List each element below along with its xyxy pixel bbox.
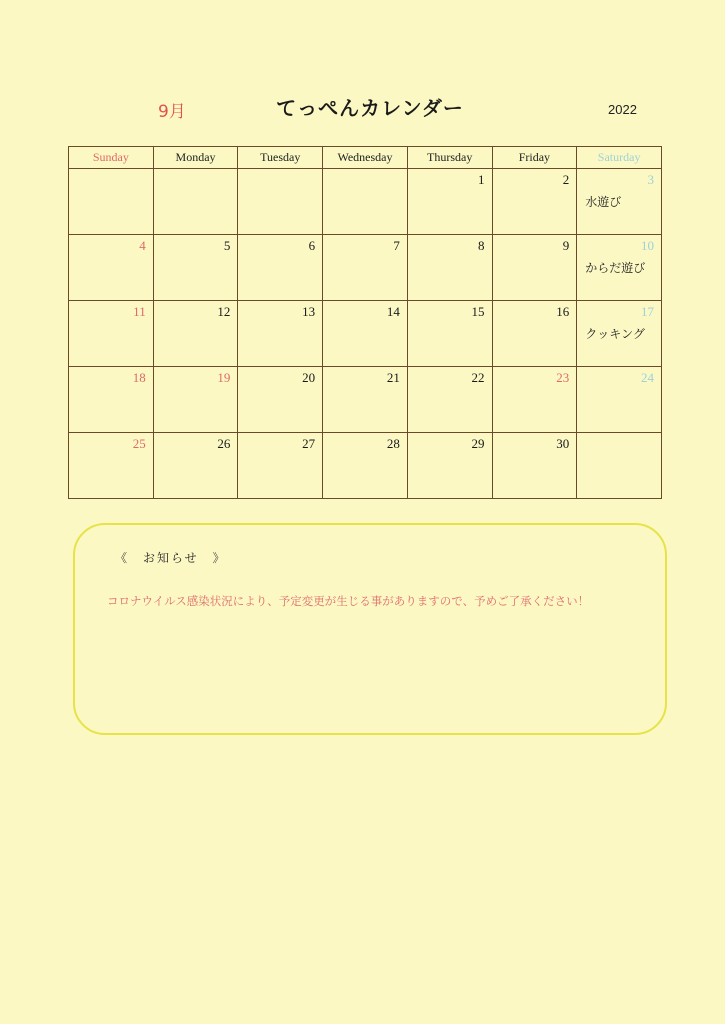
calendar-week-row	[69, 169, 662, 235]
day-number: 10	[641, 238, 654, 253]
calendar-week-row	[69, 433, 662, 499]
calendar-day-cell	[323, 433, 408, 499]
calendar-day-cell	[323, 367, 408, 433]
notice-title: 《 お知らせ 》	[115, 551, 227, 565]
page-title: てっぺんカレンダー	[276, 96, 464, 120]
calendar-day-cell	[407, 235, 492, 301]
weekday-header-saturday: Saturday	[577, 147, 662, 169]
calendar-day-cell	[153, 169, 238, 235]
day-number: 28	[386, 436, 400, 451]
day-number: 14	[386, 304, 400, 319]
day-number: 8	[478, 238, 485, 253]
day-event: クッキング	[585, 327, 645, 341]
day-number: 16	[556, 304, 570, 319]
day-number: 2	[562, 172, 570, 187]
calendar-week-row	[69, 367, 662, 433]
day-number: 13	[302, 304, 316, 319]
calendar-day-cell	[492, 433, 577, 499]
calendar-week-row	[69, 235, 662, 301]
calendar-header	[0, 0, 725, 140]
day-number: 27	[302, 436, 316, 451]
day-number: 15	[471, 304, 485, 319]
calendar-day-cell	[577, 367, 662, 433]
calendar-day-cell	[153, 433, 238, 499]
calendar-day-cell	[238, 433, 323, 499]
calendar-day-cell	[492, 367, 577, 433]
day-number: 3	[647, 172, 654, 187]
weekday-header-friday: Friday	[492, 147, 577, 169]
day-number: 1	[478, 172, 485, 187]
day-number: 7	[393, 238, 400, 253]
calendar-day-cell	[577, 301, 662, 367]
calendar-day-cell	[69, 433, 154, 499]
day-number: 18	[132, 370, 146, 385]
day-number: 30	[556, 436, 570, 451]
day-number: 6	[308, 238, 316, 253]
calendar-day-cell	[407, 169, 492, 235]
day-number: 21	[386, 370, 400, 385]
notice-box	[73, 523, 667, 735]
weekday-header-sunday: Sunday	[69, 147, 154, 169]
weekday-header-monday: Monday	[153, 147, 238, 169]
day-number: 9	[562, 238, 570, 253]
calendar-day-cell	[407, 367, 492, 433]
calendar-grid	[68, 146, 662, 499]
day-number: 5	[223, 238, 231, 253]
day-number: 17	[641, 304, 654, 319]
calendar-day-cell	[323, 235, 408, 301]
calendar-day-cell	[153, 367, 238, 433]
day-number: 23	[556, 370, 570, 385]
calendar-day-cell	[69, 301, 154, 367]
calendar-day-cell	[238, 169, 323, 235]
calendar-day-cell	[407, 301, 492, 367]
calendar-day-cell	[407, 433, 492, 499]
calendar-day-cell	[577, 433, 662, 499]
calendar-day-cell	[577, 169, 662, 235]
calendar-day-cell	[238, 301, 323, 367]
calendar-day-cell	[577, 235, 662, 301]
day-number: 4	[139, 238, 146, 253]
calendar-week-row	[69, 301, 662, 367]
weekday-header-wednesday: Wednesday	[323, 147, 408, 169]
calendar-day-cell	[323, 169, 408, 235]
day-number: 12	[217, 304, 231, 319]
calendar-day-cell	[238, 367, 323, 433]
weekday-header-thursday: Thursday	[407, 147, 492, 169]
day-number: 20	[302, 370, 316, 385]
calendar-day-cell	[492, 235, 577, 301]
weekday-header-row	[69, 147, 662, 169]
day-number: 24	[641, 370, 654, 385]
calendar-day-cell	[153, 301, 238, 367]
calendar-day-cell	[69, 169, 154, 235]
day-number: 22	[471, 370, 485, 385]
calendar-day-cell	[238, 235, 323, 301]
day-number: 11	[133, 304, 146, 319]
day-number: 29	[471, 436, 485, 451]
weekday-header-tuesday: Tuesday	[238, 147, 323, 169]
calendar-day-cell	[153, 235, 238, 301]
day-event: 水遊び	[585, 195, 622, 209]
calendar-day-cell	[492, 169, 577, 235]
notice-text: コロナウイルス感染状況により、予定変更が生じる事がありますので、予めご了承ください！	[107, 594, 590, 608]
calendar-day-cell	[323, 301, 408, 367]
calendar-day-cell	[492, 301, 577, 367]
day-number: 26	[217, 436, 231, 451]
year-label: 2022	[608, 102, 637, 117]
calendar-body	[69, 169, 662, 499]
day-number: 25	[132, 436, 146, 451]
calendar-day-cell	[69, 367, 154, 433]
day-number: 19	[217, 370, 231, 385]
calendar-day-cell	[69, 235, 154, 301]
day-event: からだ遊び	[585, 261, 646, 275]
month-label: 9月	[158, 102, 186, 122]
